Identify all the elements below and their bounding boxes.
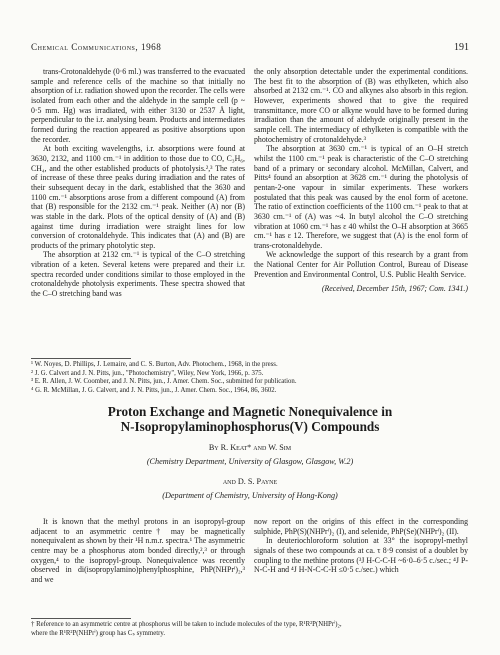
article2-left-column bbox=[31, 517, 245, 585]
affiliation-line: (Chemistry Department, University of Glasgow, Glasgow, W.2) bbox=[146, 457, 354, 466]
paragraph: The absorption at 3630 cm.⁻¹ is typical of an O–H stretch whilst the 1100 cm.⁻¹ peak is characteristic of the C–O stretching band of a primary or secondary alcohol. McMillan, Calvert, and Pitts⁴ found an absorption at 3628 cm.⁻¹ during the photolysis of pentan-2-one vapour in similar experiments. These workers postulated that this peak was caused by the enol form of acetone. The ratio of extinction coefficients of the 1100 cm.⁻¹ peak to that at 3630 cm.⁻¹ of (A) was ~4. In butyl alcohol the C–O stretching vibration at 1060 cm.⁻¹ has ε 40 whilst the O–H absorption at 3665 cm.⁻¹ has ε 12. Therefore, we suggest that (A) is the enol form of trans-crotonaldehyde. bbox=[254, 144, 468, 250]
article2-right-column bbox=[254, 517, 468, 575]
paragraph: The absorption at 2132 cm.⁻¹ is typical of the C–O stretching vibration of a keten. Several ketens were prepared and their i.r. spectra recorded under conditions similar to those employed in the crotonaldehyde photolysis experiments. These spectra showed that the C–O stretching band was bbox=[31, 250, 245, 299]
reference-item: ² J. G. Calvert and J. N. Pitts, jun., "Photochemistry", Wiley, New York, 1966, p. 375. bbox=[31, 369, 264, 377]
title-line: N-Isopropylaminophosphorus(V) Compounds bbox=[120, 419, 380, 434]
received-date: (Received, December 15th, 1967; Com. 1341.) bbox=[321, 284, 468, 294]
paragraph: now report on the origins of this effect in the corresponding sulphide, PhP(S)(NHPrⁱ)₂ (I), and selenide, PhP(Se)(NHPrⁱ)₂ (II). bbox=[254, 517, 468, 536]
title-line: Proton Exchange and Magnetic Nonequivalence in bbox=[107, 404, 393, 419]
reference-item: ¹ W. Noyes, D. Phillips, J. Lemaire, and C. S. Burton, Adv. Photochem., 1968, in the press. bbox=[31, 361, 278, 368]
authors-line: By R. Keat* and W. Sim bbox=[208, 443, 292, 452]
paragraph: In deuteriochloroform solution at 33° the isopropyl-methyl signals of these two compounds at ca. τ 8·9 consist of a doublet by coupling to the methine protons (³J H-C-C-H ~6·0–6·5 c./sec.; ⁴J P-N-C-H and ⁴J H-N-C-C-H ≤0·5 c./sec.) which bbox=[254, 536, 468, 575]
article2-title bbox=[31, 404, 469, 434]
reference-item: ⁴ G. R. McMillan, J. G. Calvert, and J. N. Pitts, jun., J. Amer. Chem. Soc., 1964, 86, 3602. bbox=[31, 387, 277, 395]
footnote bbox=[31, 621, 471, 638]
reference-item: ³ E. R. Allen, J. W. Coomber, and J. N. Pitts, jun., J. Amer. Chem. Soc., submitted for publication. bbox=[31, 378, 297, 386]
article1-left-column bbox=[31, 67, 245, 299]
page-header bbox=[31, 42, 469, 56]
paragraph: the only absorption detectable under the experimental conditions. The best fit to the absorption of (B) was ethylketen, which also absorbed at 2132 cm.⁻¹. CO and alkynes also absorb in this region. However, experiments showed that to give the required transmittance, more CO or alkyne would have to be formed during irradiation than the amount of aldehyde originally present in the sample cell. The intermediacy of ethylketen is compatible with the photochemistry of crotonaldehyde.³ bbox=[254, 67, 468, 144]
paragraph: trans-Crotonaldehyde (0·6 ml.) was transferred to the evacuated sample and reference cells of the machine so that initially no absorption of i.r. radiation showed upon the recorder. The cells were isolated from each other and the aldehyde in the sample cell (p ~ 0·5 mm. Hg) was irradiated, with either 3130 or 2537 Å light, perpendicular to the i.r. analysing beam. Products and intermediates formed during the reaction appeared as positive absorptions upon the recorder. bbox=[31, 67, 245, 144]
references-list bbox=[31, 361, 471, 396]
paragraph: We acknowledge the support of this research by a grant from the National Center for Air Pollution Control, Bureau of Disease Prevention and Environmental Control, U.S. Public Health Service. bbox=[254, 250, 468, 279]
affiliation-line: (Department of Chemistry, University of Hong-Kong) bbox=[162, 491, 338, 500]
references-divider bbox=[31, 358, 131, 359]
article1-right-column bbox=[254, 67, 468, 294]
paragraph: It is known that the methyl protons in an isopropyl-group adjacent to an asymmetric centre† may be magnetically nonequivalent as shown by their ¹H n.m.r. spectra.¹ The asymmetric centre may be a phosphorus atom bonded directly,²,³ or through oxygen,⁴ to the isopropyl-group. Nonequivalence was recently observed in di(isopropylamino)phenylphosphine, PhP(NHPrⁱ)₂,³ and we bbox=[31, 517, 245, 584]
authors-line: and D. S. Payne bbox=[222, 477, 278, 486]
paragraph: At both exciting wavelengths, i.r. absorptions were found at 3630, 2132, and 1100 cm.⁻¹ in addition to those due to CO, C₃H₆, CH₄, and the other established products of photolysis.²,³ The rates of increase of these three peaks during irradiation and the rates of their subsequent decay in the dark, established that the 3630 and 1100 cm.⁻¹ absorptions arose from a different compound (A) from that (B) responsible for the 2132 cm.⁻¹ peak. Neither (A) nor (B) was stable in the dark. Plots of the optical density of (A) and (B) against time during irradiation were straight lines for low conversion of crotonaldehyde. This indicates that (A) and (B) are products of the primary photolytic step. bbox=[31, 144, 245, 250]
footnote-line: where the R¹R²P(NHPrⁱ) group has Cₛ symmetry. bbox=[31, 629, 166, 637]
footnote-line: † Reference to an asymmetric centre at phosphorus will be taken to include molecules of the type, R¹R²P(NHPrⁱ)₂, bbox=[31, 621, 342, 628]
journal-running-title: Chemical Communications, 1968 bbox=[31, 42, 162, 52]
footnote-divider bbox=[31, 618, 131, 619]
page-number: 191 bbox=[454, 42, 469, 53]
